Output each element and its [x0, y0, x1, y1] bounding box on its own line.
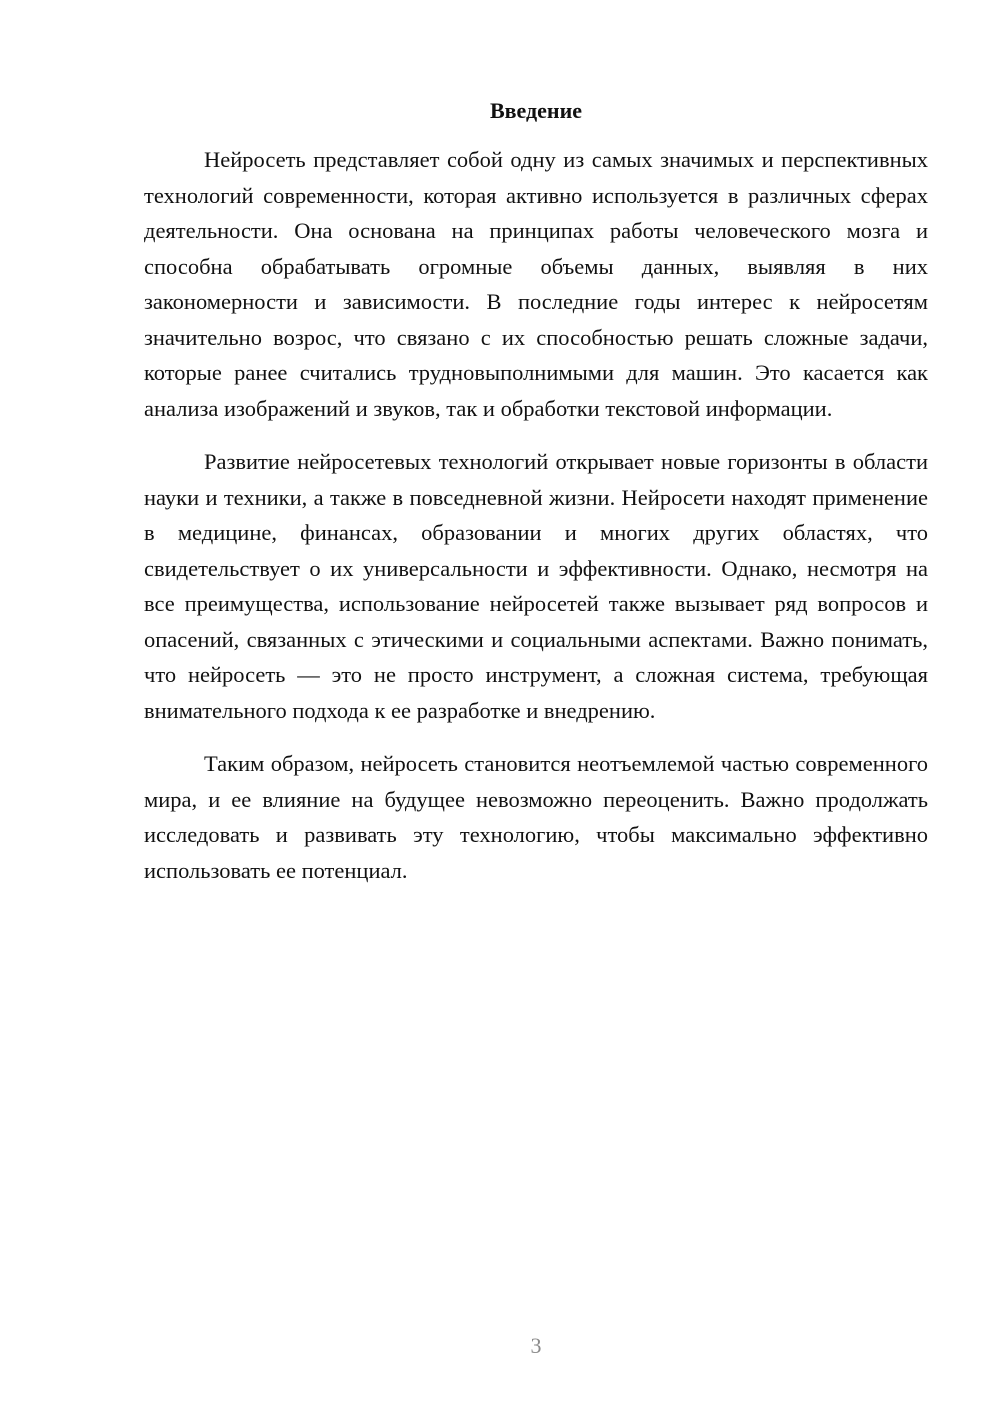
paragraph-1: Нейросеть представляет собой одну из самых значимых и перспективных технологий современности, которая активно используется в различных сферах деятельности. Она основана на принципах работы человеческого мозга и способна обрабатывать огромные объемы данных, выявляя в них закономерности и зависимости. В последние годы интерес к нейросетям значительно возрос, что связано с их способностью решать сложные задачи, которые ранее считались трудновыполнимыми для машин. Это касается как анализа изображений и звуков, так и обработки текстовой информации.: [144, 147, 928, 421]
section-heading: Введение: [489, 98, 583, 123]
paragraph-2: Развитие нейросетевых технологий открывает новые горизонты в области науки и техники, а также в повседневной жизни. Нейросети находят применение в медицине, финансах, образовании и многих других областях, что свидетельствует о их универсальности и эффективности. Однако, несмотря на все преимущества, использование нейросетей также вызывает ряд вопросов и опасений, связанных с этическими и социальными аспектами. Важно понимать, что нейросеть — это не просто инструмент, а сложная система, требующая внимательного подхода к ее разработке и внедрению.: [144, 449, 928, 723]
page-number: 3: [530, 1333, 542, 1358]
body-text: [144, 142, 928, 906]
paragraph-3: Таким образом, нейросеть становится неотъемлемой частью современного мира, и ее влияние на будущее невозможно переоценить. Важно продолжать исследовать и развивать эту технологию, чтобы максимально эффективно использовать ее потенциал.: [144, 751, 928, 883]
